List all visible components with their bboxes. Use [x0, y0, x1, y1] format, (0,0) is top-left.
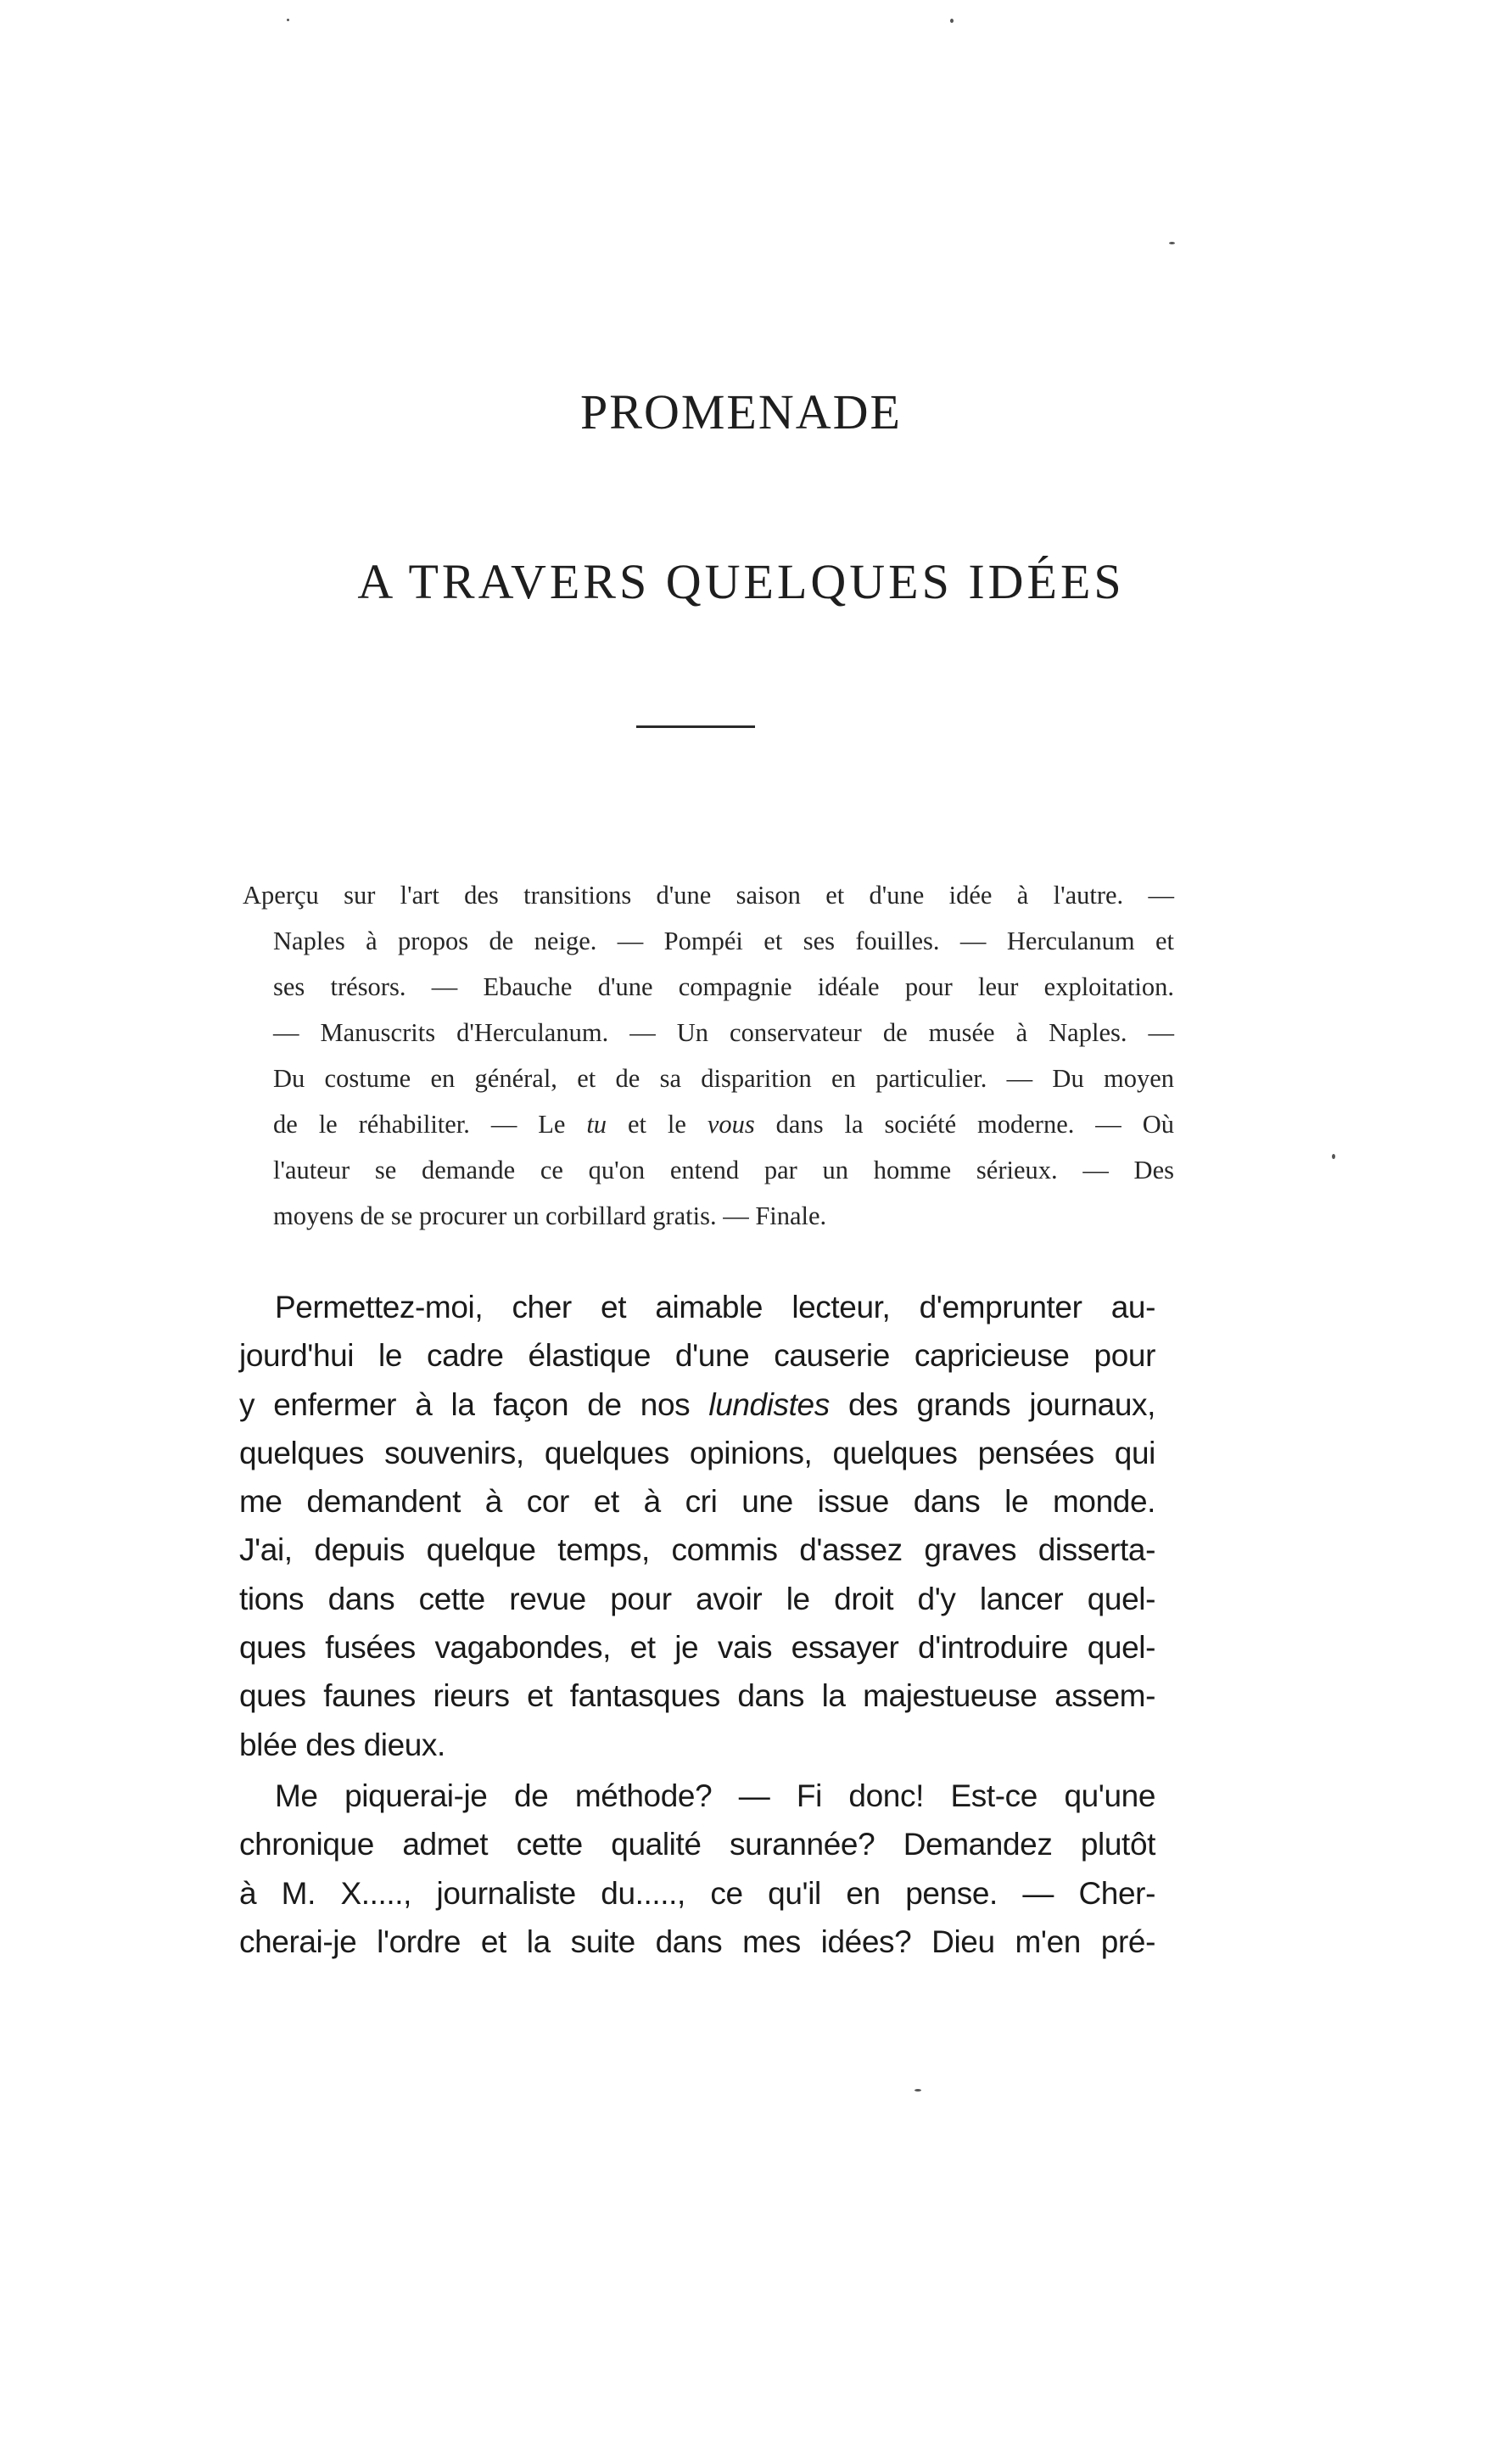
paper-speck — [1169, 242, 1175, 244]
body-paragraph-2 — [239, 1772, 1155, 1966]
summary-line-part: et le — [607, 1110, 708, 1139]
summary-line: Naples à propos de neige. — Pompéi et ses fouilles. — Herculanum et — [273, 927, 1174, 955]
page-subtitle: A TRAVERS QUELQUES IDÉES — [357, 554, 1125, 609]
text-line: jourd'hui le cadre élastique d'une causerie capricieuse pour — [239, 1338, 1155, 1374]
text-line: J'ai, depuis quelque temps, commis d'assez graves disserta- — [239, 1532, 1155, 1568]
paper-speck — [1332, 1154, 1335, 1159]
summary-line: Aperçu sur l'art des transitions d'une saison et d'une idée à l'autre. — — [243, 881, 1174, 910]
paper-speck — [915, 2089, 921, 2092]
text-line: ques fusées vagabondes, et je vais essayer d'introduire quel- — [239, 1630, 1155, 1666]
text-line: quelques souvenirs, quelques opinions, quelques pensées qui — [239, 1435, 1155, 1470]
summary-line: ses trésors. — Ebauche d'une compagnie idéale pour leur exploitation. — [273, 972, 1174, 1001]
title-divider — [636, 725, 755, 728]
summary-line — [243, 1101, 1174, 1147]
text-line — [239, 1380, 1155, 1429]
text-line: me demandent à cor et à cri une issue dans le monde. — [239, 1484, 1155, 1520]
italic-word: vous — [707, 1110, 755, 1139]
summary-line: — Manuscrits d'Herculanum. — Un conservateur de musée à Naples. — — [273, 1018, 1174, 1047]
summary-line: l'auteur se demande ce qu'on entend par un homme sérieux. — Des — [273, 1156, 1174, 1184]
summary-line: moyens de se procurer un corbillard gratis. — Finale. — [273, 1201, 827, 1230]
chapter-summary — [243, 872, 1174, 1239]
summary-line-part: dans la société moderne. — Où — [754, 1110, 1174, 1139]
summary-line-part: de le réhabiliter. — Le — [273, 1110, 587, 1139]
text-line: Me piquerai-je de méthode? — Fi donc! Est-ce qu'une — [275, 1778, 1155, 1813]
summary-line: Du costume en général, et de sa disparition en particulier. — Du moyen — [273, 1064, 1174, 1093]
text-line: ques faunes rieurs et fantasques dans la majestueuse assem- — [239, 1678, 1155, 1714]
text-line-part: des grands journaux, — [829, 1386, 1155, 1422]
text-line: tions dans cette revue pour avoir le droit d'y lancer quel- — [239, 1581, 1155, 1616]
italic-word: lundistes — [708, 1386, 830, 1422]
text-line: chronique admet cette qualité surannée? Demandez plutôt — [239, 1827, 1155, 1862]
text-line: cherai-je l'ordre et la suite dans mes idées? Dieu m'en pré- — [239, 1924, 1155, 1959]
text-line-part: y enfermer à la façon de nos — [239, 1386, 709, 1422]
text-line: Permettez-moi, cher et aimable lecteur, d'emprunter au- — [275, 1290, 1155, 1324]
paper-speck — [287, 19, 289, 21]
paper-speck — [950, 19, 954, 23]
page-title: PROMENADE — [580, 384, 902, 440]
body-paragraph-1 — [239, 1283, 1155, 1769]
text-line: blée des dieux. — [239, 1727, 445, 1762]
text-line: à M. X....., journaliste du....., ce qu'il en pense. — Cher- — [239, 1875, 1155, 1911]
italic-word: tu — [586, 1110, 607, 1139]
